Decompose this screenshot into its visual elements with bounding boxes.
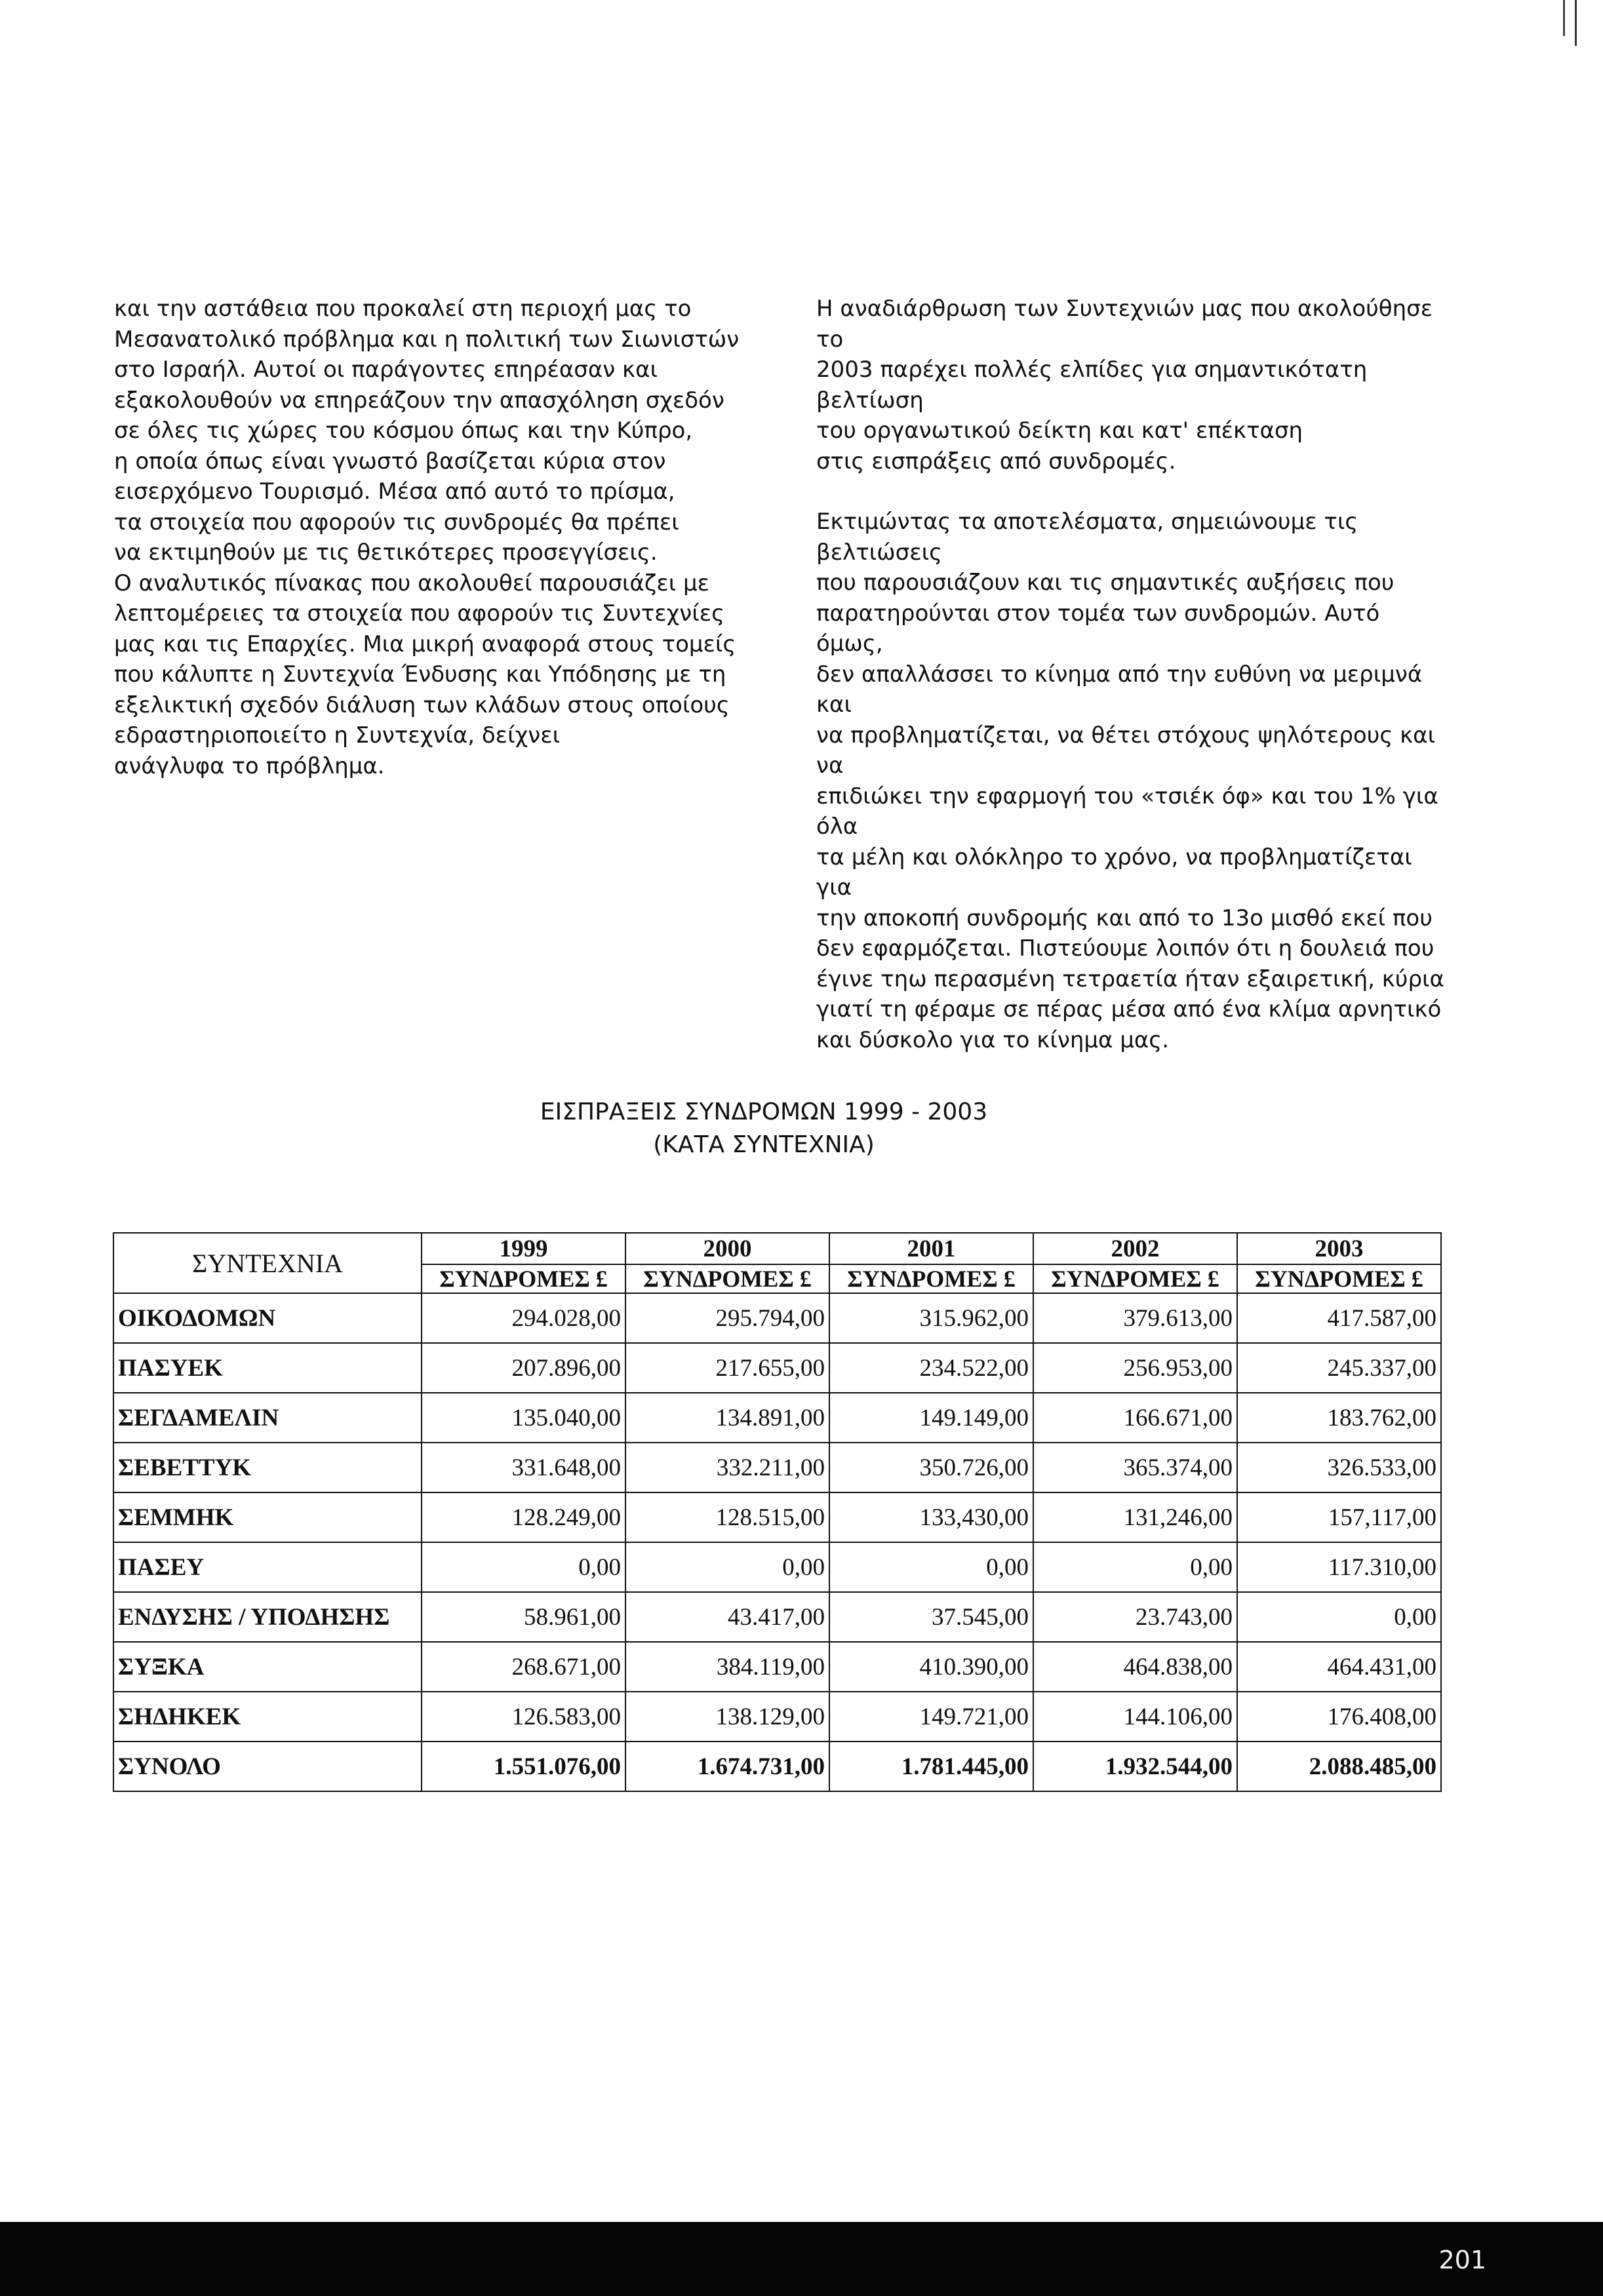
subscription-value: 131,246,00 [1033,1492,1237,1542]
text-line: τα μέλη και ολόκληρο το χρόνο, να προβληματίζεται για [816,844,1412,901]
subscription-value: 294.028,00 [422,1293,625,1343]
union-name: ΠΑΣΕΥ [113,1542,422,1592]
subscription-value: 134.891,00 [625,1393,829,1443]
subscription-value: 0,00 [829,1542,1033,1592]
subscription-value: 1.932.544,00 [1033,1741,1237,1791]
footer-bar [0,2222,1603,2296]
text-line: εδραστηριοποιείτο η Συντεχνία, δείχνει [114,722,561,749]
union-name: ΠΑΣΥΕΚ [113,1343,422,1393]
subscription-value: 2.088.485,00 [1237,1741,1441,1791]
text-line: γιατί τη φέραμε σε πέρας μέσα από ένα κλίμα αρνητικό [816,996,1442,1022]
total-row [113,1741,1441,1791]
union-name: ΕΝΔΥΣΗΣ / ΥΠΟΔΗΣΗΣ [113,1592,422,1642]
subscription-value: 0,00 [1033,1542,1237,1592]
subscription-value: 207.896,00 [422,1343,625,1393]
year-header: 2003 [1237,1233,1441,1264]
text-line: Μεσανατολικό πρόβλημα και η πολιτική των Σιωνιστών [114,326,740,353]
subscription-value: 183.762,00 [1237,1393,1441,1443]
text-line: εξακολουθούν να επηρεάζουν την απασχόληση σχεδόν [114,387,724,414]
text-line: την αποκοπή συνδρομής και από το 13ο μισθό εκεί που [816,905,1433,931]
text-line: δεν απαλλάσσει το κίνημα από την ευθύνη να μεριμνά και [816,661,1423,718]
subscriptions-table [113,1232,1442,1792]
subscription-value: 384.119,00 [625,1642,829,1692]
union-name: ΣΕΜΜΗΚ [113,1492,422,1542]
subscription-value: 144.106,00 [1033,1692,1237,1741]
text-line: λεπτομέρειες τα στοιχεία που αφορούν τις Συντεχνίες [114,600,725,627]
page-number: 201 [1438,2246,1486,2274]
year-header: 2002 [1033,1233,1237,1264]
text-line: Εκτιμώντας τα αποτελέσματα, σημειώνουμε τις βελτιώσεις [816,509,1358,566]
subscription-value: 138.129,00 [625,1692,829,1741]
subscription-value: 350.726,00 [829,1443,1033,1492]
text-line: και την αστάθεια που προκαλεί στη περιοχή μας το [114,296,692,322]
text-line: εξελικτική σχεδόν διάλυση των κλάδων στους οποίους [114,691,730,718]
text-line: στις εισπράξεις από συνδρομές. [816,448,1176,475]
union-name: ΣΕΒΕΤΤΥΚ [113,1443,422,1492]
subscription-value: 234.522,00 [829,1343,1033,1393]
subscription-value: 464.431,00 [1237,1642,1441,1692]
text-line: επιδιώκει την εφαρμογή του «τσιέκ όφ» και του 1% για όλα [816,783,1438,840]
text-line: του οργανωτικού δείκτη και κατ' επέκταση [816,418,1303,444]
subscription-value: 295.794,00 [625,1293,829,1343]
subscription-value: 133,430,00 [829,1492,1033,1542]
text-line: που κάλυπτε η Συντεχνία Ένδυσης και Υπόδησης με τη [114,661,726,688]
text-line: και δύσκολο για το κίνημα μας. [816,1026,1170,1053]
table-row [113,1393,1441,1443]
subscription-value: 176.408,00 [1237,1692,1441,1741]
subscriptions-header: ΣΥΝΔΡΟΜΕΣ £ [625,1264,829,1293]
union-column-header: ΣΥΝΤΕΧΝΙΑ [113,1233,422,1293]
text-line: η οποία όπως είναι γνωστό βασίζεται κύρια στον [114,448,666,475]
subscription-value: 256.953,00 [1033,1343,1237,1393]
subscription-value: 0,00 [625,1542,829,1592]
union-name: ΣΥΝΟΛΟ [113,1741,422,1791]
subscription-value: 128.249,00 [422,1492,625,1542]
table-row [113,1492,1441,1542]
text-line: Η αναδιάρθρωση των Συντεχνιών μας που ακολούθησε το [816,296,1433,353]
subscription-value: 331.648,00 [422,1443,625,1492]
table-body [113,1293,1441,1791]
subscription-value: 245.337,00 [1237,1343,1441,1393]
table-title [0,1096,1528,1161]
year-header: 2001 [829,1233,1033,1264]
subscription-value: 149.149,00 [829,1393,1033,1443]
subscription-value: 149.721,00 [829,1692,1033,1741]
subscriptions-header: ΣΥΝΔΡΟΜΕΣ £ [829,1264,1033,1293]
subscription-value: 37.545,00 [829,1592,1033,1642]
union-name: ΟΙΚΟΔΟΜΩΝ [113,1293,422,1343]
table-row [113,1692,1441,1741]
subscription-value: 0,00 [422,1542,625,1592]
text-line: να προβληματίζεται, να θέτει στόχους ψηλότερους και να [816,722,1436,779]
subscription-value: 128.515,00 [625,1492,829,1542]
subscription-value: 315.962,00 [829,1293,1033,1343]
right-text-column [816,294,1446,1055]
subscription-value: 117.310,00 [1237,1542,1441,1592]
subscription-value: 379.613,00 [1033,1293,1237,1343]
union-name: ΣΕΓΔΑΜΕΛΙΝ [113,1393,422,1443]
subscription-value: 410.390,00 [829,1642,1033,1692]
table-row [113,1542,1441,1592]
subscription-value: 23.743,00 [1033,1592,1237,1642]
subscriptions-header: ΣΥΝΔΡΟΜΕΣ £ [1033,1264,1237,1293]
table-row [113,1592,1441,1642]
subscription-value: 1.781.445,00 [829,1741,1033,1791]
text-line: που παρουσιάζουν και τις σημαντικές αυξήσεις που [816,570,1395,596]
left-text-column [114,294,743,781]
subscription-value: 332.211,00 [625,1443,829,1492]
subscription-value: 326.533,00 [1237,1443,1441,1492]
subscription-value: 0,00 [1237,1592,1441,1642]
paragraph-gap [816,477,1446,507]
text-line: Ο αναλυτικός πίνακας που ακολουθεί παρουσιάζει με [114,570,710,596]
text-line: εισερχόμενο Τουρισμό. Μέσα από αυτό το πρίσμα, [114,478,675,505]
subscription-value: 1.551.076,00 [422,1741,625,1791]
subscription-value: 126.583,00 [422,1692,625,1741]
subscription-value: 166.671,00 [1033,1393,1237,1443]
subscription-value: 1.674.731,00 [625,1741,829,1791]
subscription-value: 268.671,00 [422,1642,625,1692]
text-line: σε όλες τις χώρες του κόσμου όπως και την Κύπρο, [114,418,693,444]
text-line: τα στοιχεία που αφορούν τις συνδρομές θα πρέπει [114,509,679,535]
text-line: μας και τις Επαρχίες. Μια μικρή αναφορά στους τομείς [114,631,736,657]
text-line: στο Ισραήλ. Αυτοί οι παράγοντες επηρέασαν και [114,357,658,383]
union-name: ΣΥΞΚΑ [113,1642,422,1692]
subscription-value: 157,117,00 [1237,1492,1441,1542]
table-row [113,1642,1441,1692]
table-title-line1: ΕΙΣΠΡΑΞΕΙΣ ΣΥΝΔΡΟΜΩΝ 1999 - 2003 [540,1099,988,1125]
subscription-value: 417.587,00 [1237,1293,1441,1343]
year-header: 1999 [422,1233,625,1264]
scan-edge-mark [1575,0,1577,46]
table-row [113,1343,1441,1393]
subscription-value: 135.040,00 [422,1393,625,1443]
subscription-value: 464.838,00 [1033,1642,1237,1692]
table-row [113,1293,1441,1343]
year-header: 2000 [625,1233,829,1264]
scan-edge-mark [1563,0,1565,36]
union-name: ΣΗΔΗΚΕΚ [113,1692,422,1741]
subscription-value: 217.655,00 [625,1343,829,1393]
subscription-value: 365.374,00 [1033,1443,1237,1492]
text-line: δεν εφαρμόζεται. Πιστεύουμε λοιπόν ότι η δουλειά που [816,935,1435,962]
table-row [113,1443,1441,1492]
text-line: να εκτιμηθούν με τις θετικότερες προσεγγίσεις. [114,539,658,566]
table-title-line2: (ΚΑΤΑ ΣΥΝΤΕΧΝΙΑ) [653,1131,875,1158]
subscription-value: 58.961,00 [422,1592,625,1642]
subscription-value: 43.417,00 [625,1592,829,1642]
text-line: ανάγλυφα το πρόβλημα. [114,752,385,779]
text-line: παρατηρούνται στον τομέα των συνδρομών. Αυτό όμως, [816,600,1380,657]
subscriptions-header: ΣΥΝΔΡΟΜΕΣ £ [1237,1264,1441,1293]
text-line: 2003 παρέχει πολλές ελπίδες για σημαντικότατη βελτίωση [816,357,1368,414]
text-line: έγινε τηω περασμένη τετραετία ήταν εξαιρετική, κύρια [816,965,1444,992]
subscriptions-header: ΣΥΝΔΡΟΜΕΣ £ [422,1264,625,1293]
